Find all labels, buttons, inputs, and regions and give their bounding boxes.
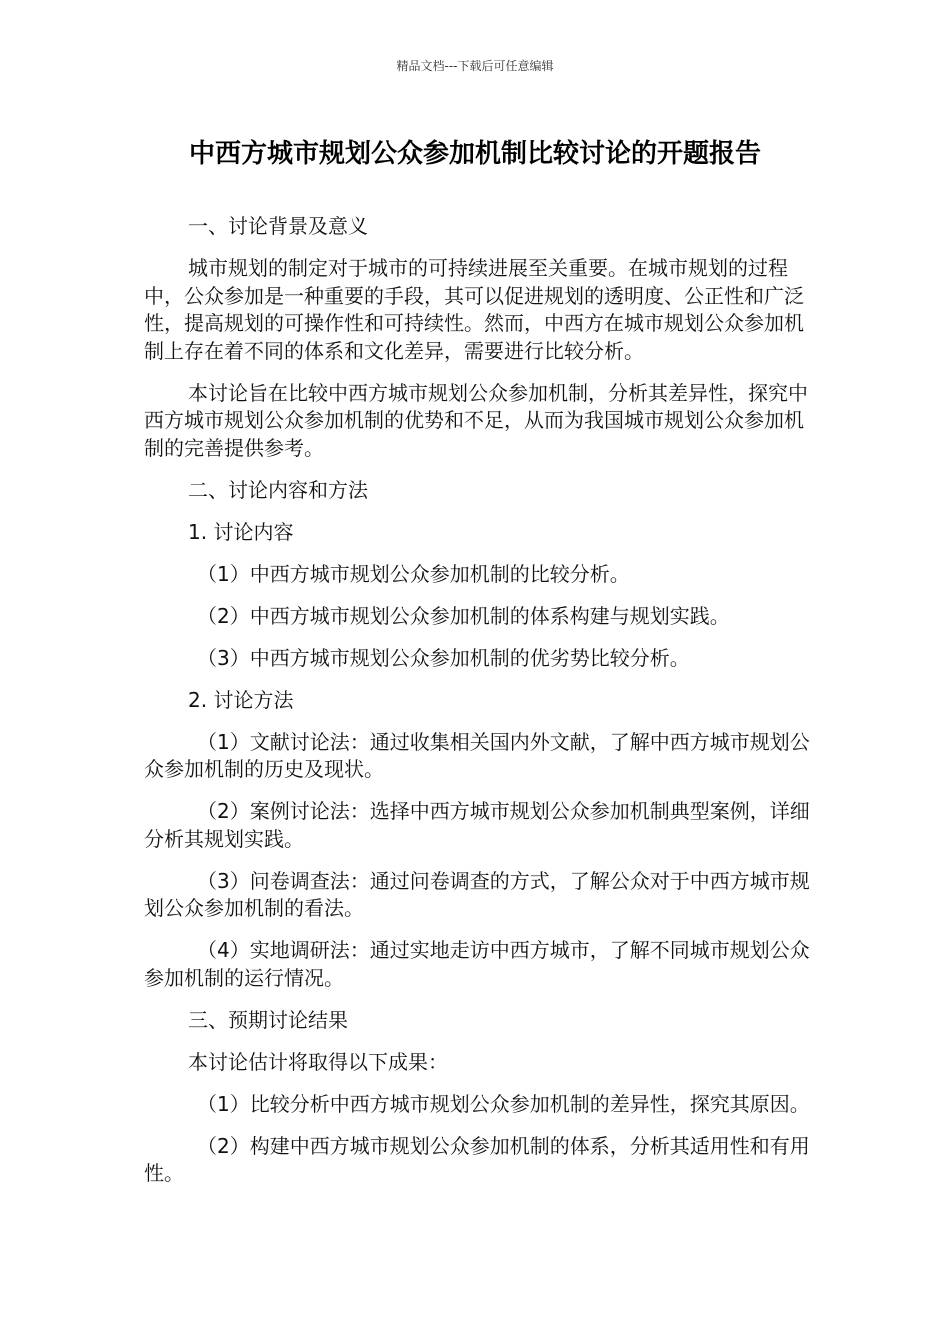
document-body (144, 213, 816, 1202)
section-heading-2: 二、讨论内容和方法 (188, 477, 368, 502)
list-item-result-2: （2）构建中西方城市规划公众参加机制的体系，分析其适用性和有用性。 (144, 1133, 810, 1185)
paragraph-expected-intro: 本讨论估计将取得以下成果： (188, 1049, 448, 1074)
section-heading-3: 三、预期讨论结果 (188, 1007, 348, 1032)
paragraph-background: 城市规划的制定对于城市的可持续进展至关重要。在城市规划的过程中，公众参加是一种重要的手段，其可以促进规划的透明度、公正性和广泛性，提高规划的可操作性和可持续性。然而，中西方在城市规划公众参加机制上存在着不同的体系和文化差异，需要进行比较分析。 (144, 256, 804, 363)
page-header: 精品文档---下载后可任意编辑 (396, 59, 554, 73)
subheading-content: 1. 讨论内容 (188, 519, 294, 544)
list-item-method-4: （4）实地调研法：通过实地走访中西方城市，了解不同城市规划公众参加机制的运行情况。 (144, 938, 810, 990)
list-item-content-3: （3）中西方城市规划公众参加机制的优劣势比较分析。 (197, 645, 690, 670)
document-title: 中西方城市规划公众参加机制比较讨论的开题报告 (188, 139, 761, 169)
list-item-method-3: （3）问卷调查法：通过问卷调查的方式，了解公众对于中西方城市规划公众参加机制的看法。 (144, 868, 810, 920)
list-item-method-2: （2）案例讨论法：选择中西方城市规划公众参加机制典型案例，详细分析其规划实践。 (144, 799, 810, 851)
section-heading-1: 一、讨论背景及意义 (188, 214, 368, 238)
list-item-content-2: （2）中西方城市规划公众参加机制的体系构建与规划实践。 (197, 603, 730, 628)
list-item-result-1: （1）比较分析中西方城市规划公众参加机制的差异性，探究其原因。 (197, 1091, 810, 1116)
paragraph-purpose: 本讨论旨在比较中西方城市规划公众参加机制，分析其差异性，探究中西方城市规划公众参加机制的优势和不足，从而为我国城市规划公众参加机制的完善提供参考。 (144, 380, 808, 460)
list-item-method-1: （1）文献讨论法：通过收集相关国内外文献，了解中西方城市规划公众参加机制的历史及现状。 (144, 729, 810, 781)
subheading-methods: 2. 讨论方法 (188, 687, 294, 712)
list-item-content-1: （1）中西方城市规划公众参加机制的比较分析。 (197, 561, 630, 586)
